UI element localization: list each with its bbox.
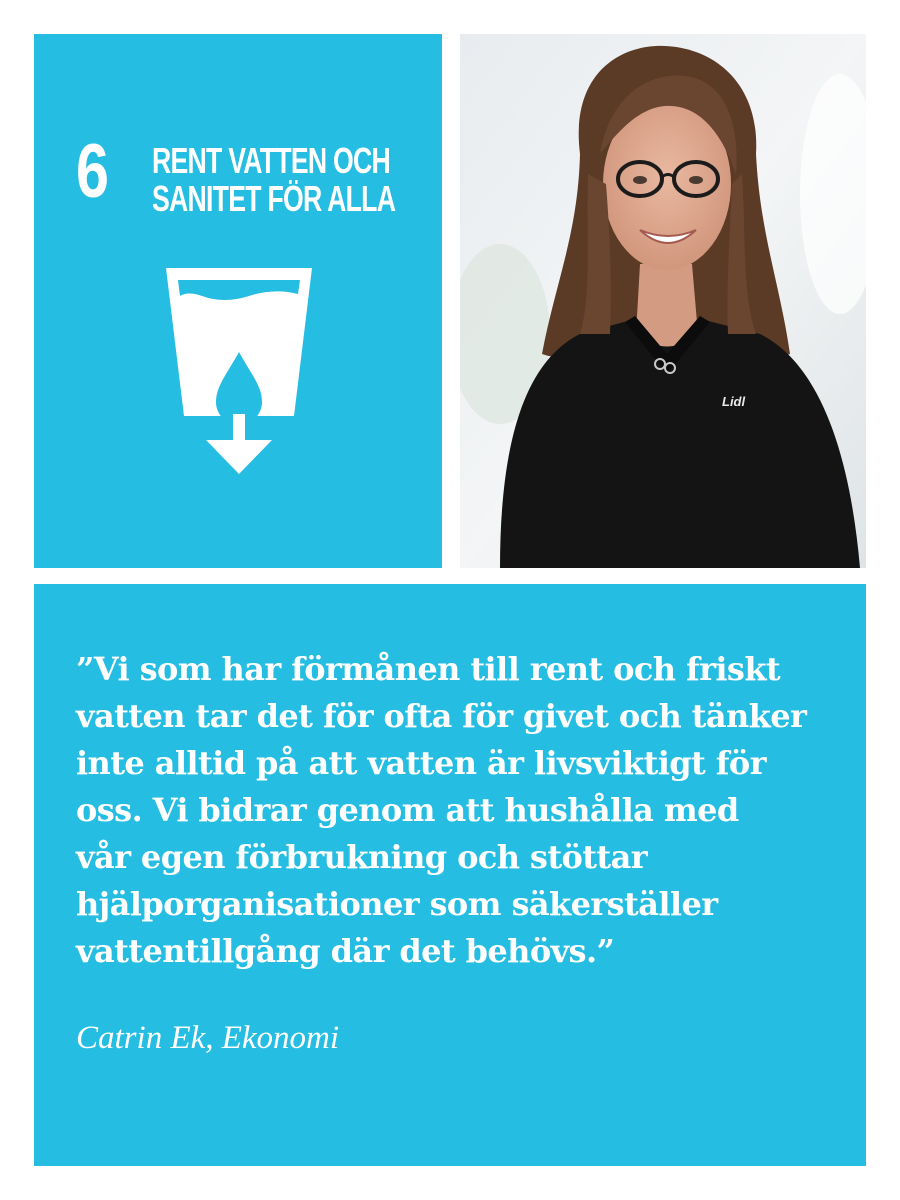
shirt-logo-text: Lidl — [722, 394, 746, 409]
quote-line: hjälporganisationer som säkerställer — [76, 885, 718, 923]
quote-text — [76, 646, 846, 975]
goal-number: 6 — [76, 129, 108, 214]
portrait-photo — [460, 34, 866, 568]
quote-line: oss. Vi bidrar genom att hushålla med — [76, 791, 739, 829]
goal-title-line: RENT VATTEN OCH — [152, 140, 391, 181]
goal-title-line: SANITET FÖR ALLA — [152, 178, 396, 219]
quote-panel — [34, 584, 866, 1166]
sdg-goal-tile — [34, 34, 442, 568]
quote-line: vatten tar det för ofta för givet och tänker — [76, 697, 807, 735]
water-glass-drop-icon — [164, 266, 314, 476]
quote-line: vattentillgång där det behövs.” — [76, 932, 615, 970]
quote-line: vår egen förbrukning och stöttar — [76, 838, 648, 876]
goal-title — [152, 142, 396, 218]
quote-attribution: Catrin Ek, Ekonomi — [76, 1020, 340, 1056]
quote-line: inte alltid på att vatten är livsviktigt för — [76, 744, 766, 782]
quote-line: ”Vi som har förmånen till rent och friskt — [76, 650, 781, 688]
